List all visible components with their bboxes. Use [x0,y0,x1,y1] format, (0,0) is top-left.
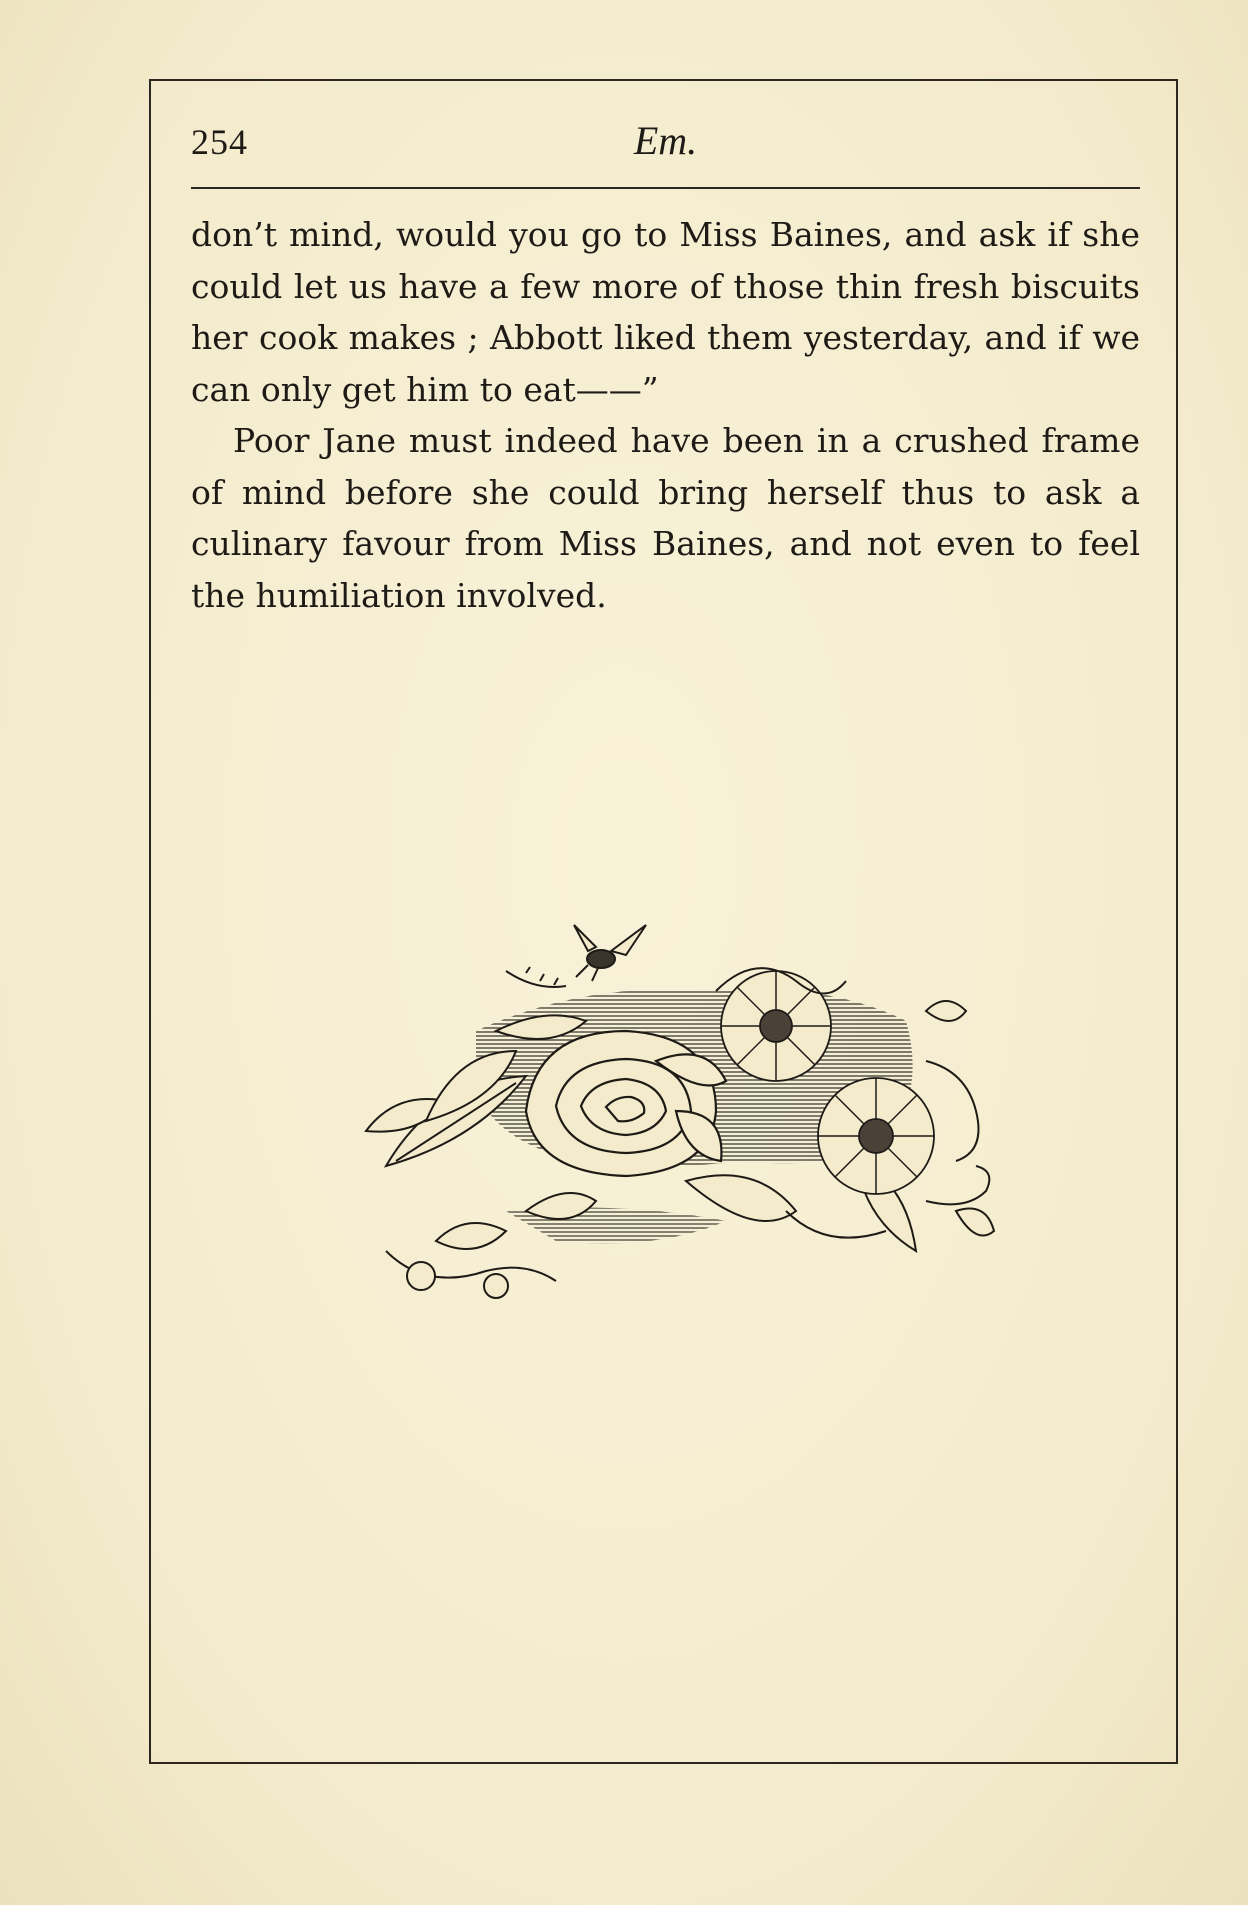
floral-vignette-illustration [326,911,1026,1371]
daisy-icon [818,1078,934,1194]
daisy-icon [721,971,831,1081]
body-text [191,209,1140,621]
page-number: 254 [191,122,248,162]
bee-icon [574,925,646,981]
paragraph-2: Poor Jane must indeed have been in a crushed frame of mind before she could bring herself thus to ask a culinary favour from Miss Baines, and not even to feel the humiliation involved. [191,421,1140,615]
page-header [191,119,1140,189]
paragraph-1: don’t mind, would you go to Miss Baines, and ask if she could let us have a few more of those thin fresh biscuits her cook makes ; Abbott liked them yesterday, and if we can only get him to eat——” [191,215,1140,409]
page-border-frame [149,79,1178,1764]
running-title: Em. [633,118,698,163]
